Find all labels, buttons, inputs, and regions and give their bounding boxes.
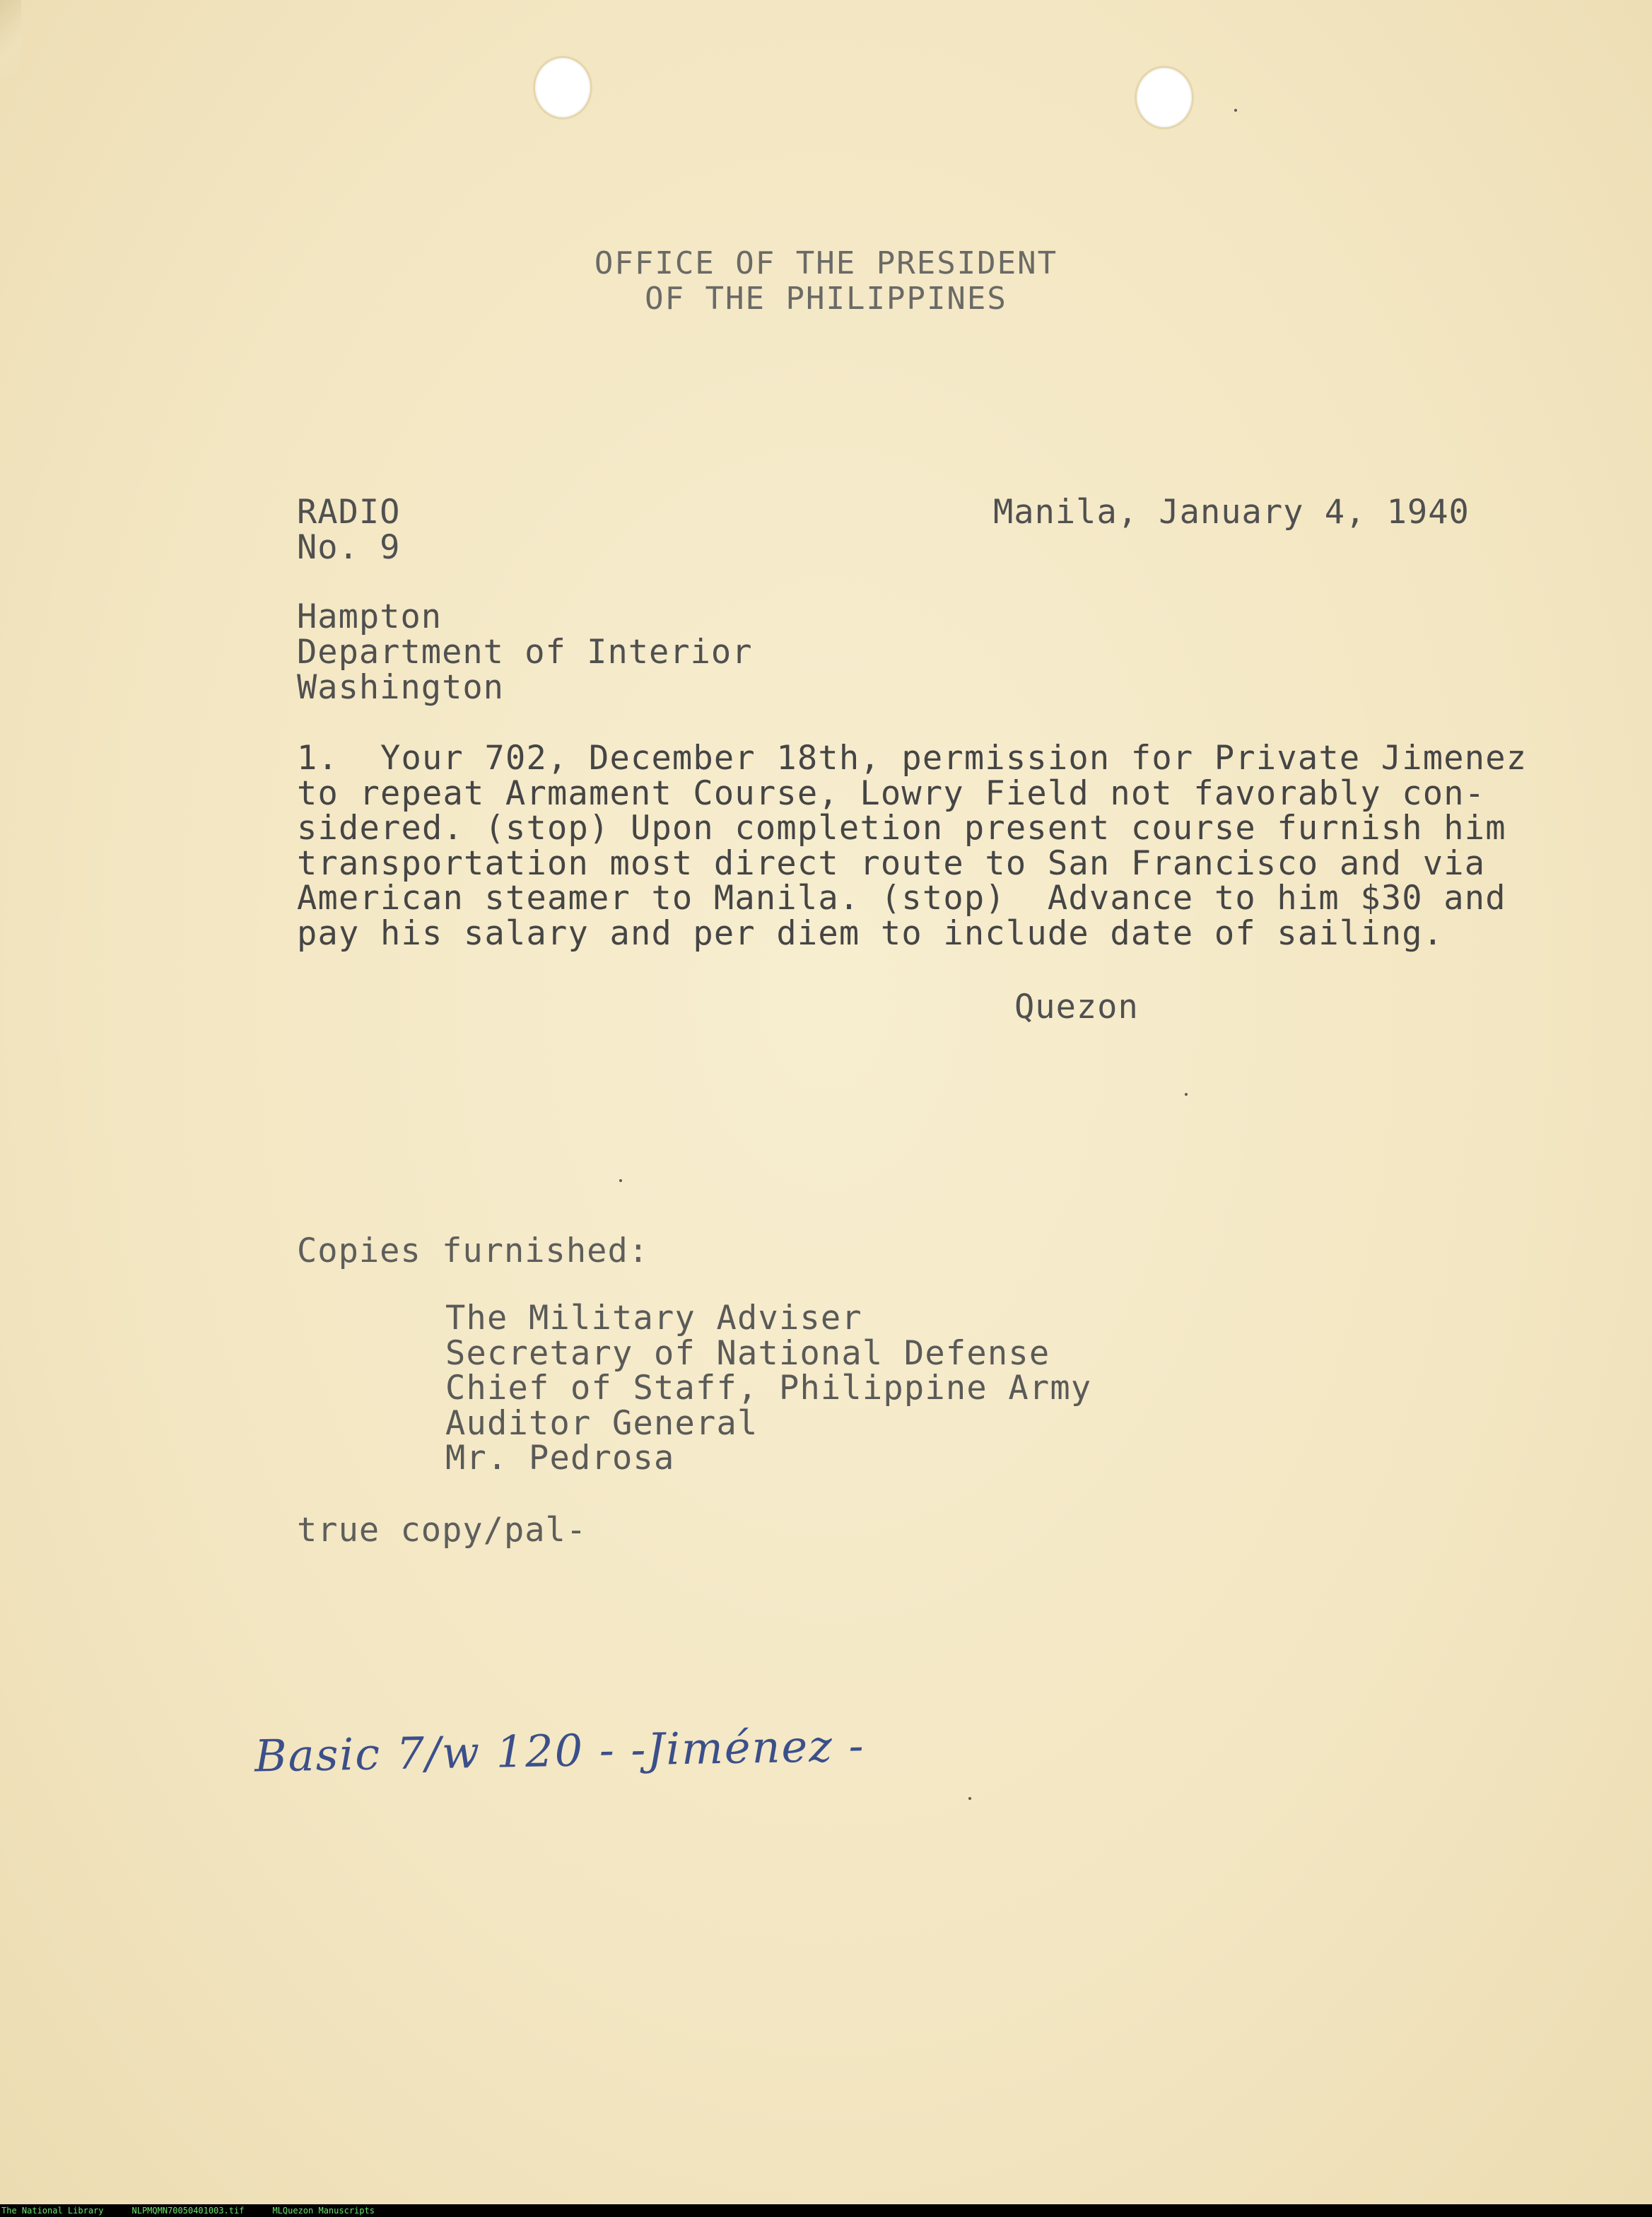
body-line: to repeat Armament Course, Lowry Field not favorably con-: [297, 773, 1486, 813]
body-line: American steamer to Manila. (stop) Advance to him $30 and: [297, 879, 1506, 918]
addressee-city: Washington: [297, 668, 504, 707]
place-date: Manila, January 4, 1940: [993, 493, 1470, 532]
paper-speck: [1185, 1093, 1188, 1096]
body-line: transportation most direct route to San Francisco and via: [297, 843, 1486, 883]
paper-speck: [968, 1797, 971, 1800]
body-line: 1. Your 702, December 18th, permission for Private Jimenez: [297, 739, 1528, 778]
handwritten-note: Basic 7/w 120 - -Jiménez -: [254, 1719, 866, 1782]
copy-recipient: Auditor General: [445, 1403, 758, 1443]
message-number: No. 9: [297, 528, 401, 567]
footer-file: NLPMQMN70050401003.tif: [131, 2206, 245, 2216]
letterhead-line-1: OFFICE OF THE PRESIDENT: [594, 245, 1058, 281]
paper-speck: [1234, 109, 1237, 112]
message-body: [297, 741, 1598, 951]
paper-speck: [619, 1179, 622, 1182]
copy-recipient: Chief of Staff, Philippine Army: [445, 1369, 1092, 1408]
copy-recipient: Mr. Pedrosa: [445, 1439, 675, 1478]
page-fold-edge: [0, 0, 21, 78]
copies-list: [445, 1301, 1091, 1476]
copy-recipient: Secretary of National Defense: [445, 1333, 1050, 1373]
punch-hole-right: [1137, 68, 1192, 127]
punch-hole-left: [535, 58, 590, 117]
body-line: sidered. (stop) Upon completion present course furnish him: [297, 809, 1506, 848]
scan-footer: [0, 2204, 1652, 2217]
signature: Quezon: [1014, 988, 1139, 1026]
addressee-department: Department of Interior: [297, 633, 753, 672]
copy-recipient: The Military Adviser: [445, 1299, 862, 1338]
message-type: RADIO: [297, 493, 401, 532]
letterhead-line-2: OF THE PHILIPPINES: [645, 281, 1007, 317]
addressee-name: Hampton: [297, 597, 443, 636]
body-line: pay his salary and per diem to include date of sailing.: [297, 913, 1444, 953]
footer-collection: MLQuezon Manuscripts: [272, 2206, 375, 2216]
copies-heading: Copies furnished:: [297, 1232, 650, 1270]
footer-library: The National Library: [1, 2206, 104, 2216]
reference-initials: true copy/pal-: [297, 1511, 587, 1550]
